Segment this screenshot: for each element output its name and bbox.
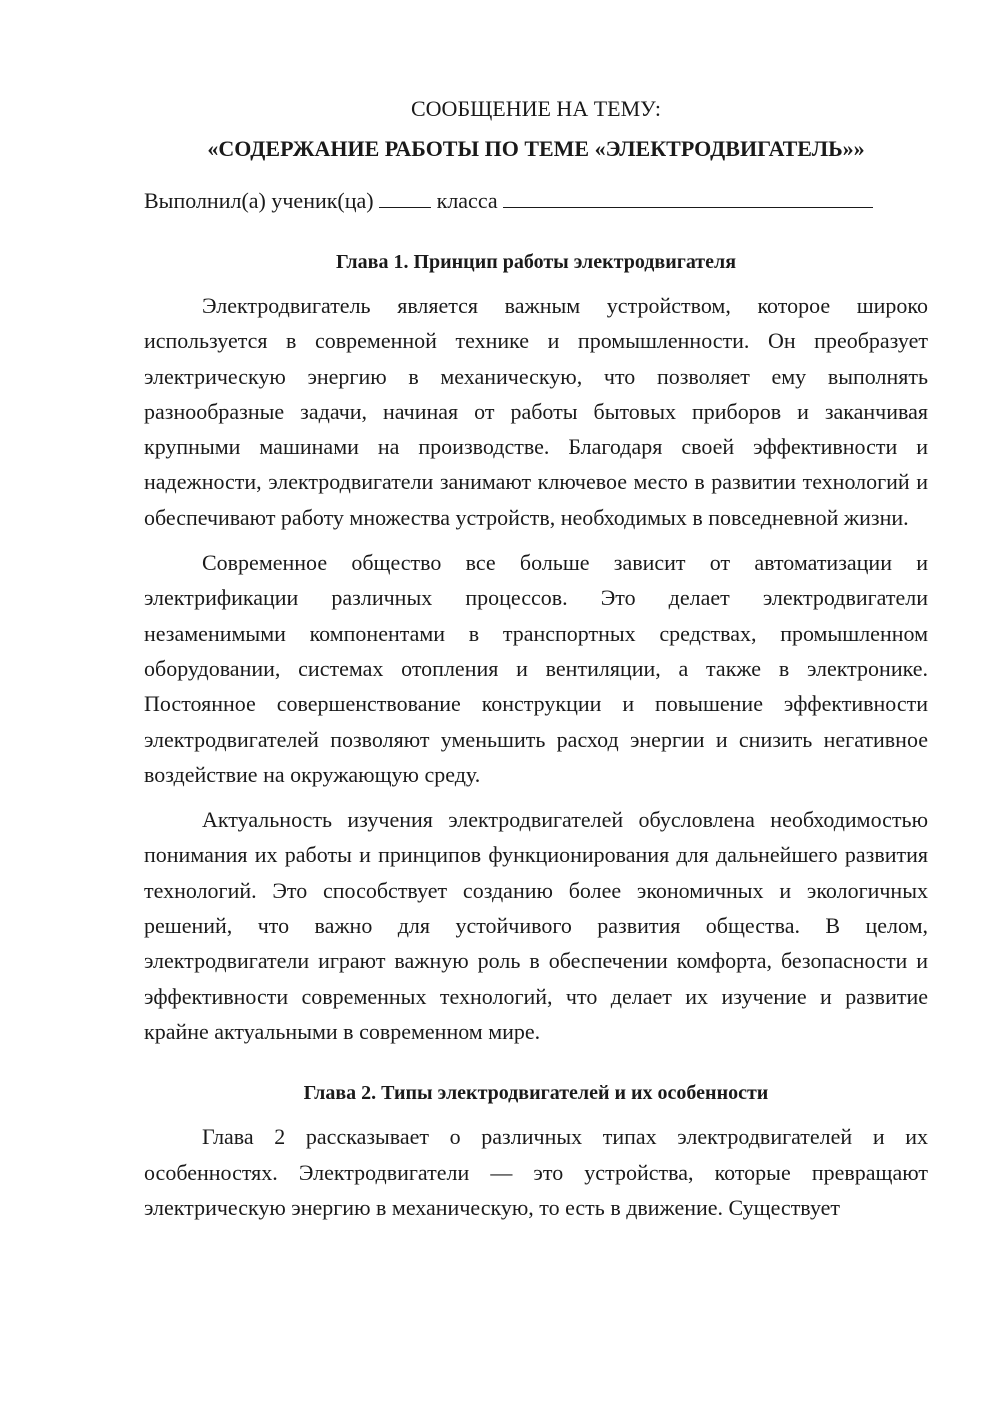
- author-line: [144, 184, 928, 218]
- class-label: класса: [436, 188, 498, 213]
- chapter-1-paragraph-2: Современное общество все больше зависит от автоматизации и электрификации различных процессов. Это делает электродвигатели незаменимыми компонентами в транспортных средствах, промышленном оборудовании, системах отопления и вентиляции, а также в электронике. Постоянное совершенствование конструкции и повышение эффективности электродвигателей позволяют уменьшить расход энергии и снизить негативное воздействие на окружающую среду.: [144, 550, 928, 787]
- chapter-2-paragraph-1: Глава 2 рассказывает о различных типах электродвигателей и их особенностях. Электродвигатели — это устройства, которые превращают электрическую энергию в механическую, то есть в движение. Существует: [144, 1124, 928, 1220]
- class-number-blank: [379, 206, 431, 208]
- document-title: «СОДЕРЖАНИЕ РАБОТЫ ПО ТЕМЕ «ЭЛЕКТРОДВИГАТЕЛЬ»»: [207, 136, 865, 161]
- topic-line: СООБЩЕНИЕ НА ТЕМУ:: [411, 96, 661, 121]
- performed-by-label: Выполнил(а) ученик(ца): [144, 188, 374, 213]
- chapter-2-heading: Глава 2. Типы электродвигателей и их особенности: [303, 1082, 769, 1105]
- chapter-1-paragraph-1: Электродвигатель является важным устройством, которое широко используется в современной технике и промышленности. Он преобразует электрическую энергию в механическую, что позволяет ему выполнять разнообразные задачи, начиная от работы бытовых приборов и заканчивая крупными машинами на производстве. Благодаря своей эффективности и надежности, электродвигатели занимают ключевое место в развитии технологий и обеспечивают работу множества устройств, необходимых в повседневной жизни.: [144, 293, 928, 530]
- chapter-1-paragraph-3: Актуальность изучения электродвигателей обусловлена необходимостью понимания их работы и принципов функционирования для дальнейшего развития технологий. Это способствует созданию более экономичных и экологичных решений, что важно для устойчивого развития общества. В целом, электродвигатели играют важную роль в обеспечении комфорта, безопасности и эффективности современных технологий, что делает их изучение и развитие крайне актуальными в современном мире.: [144, 807, 928, 1044]
- chapter-1-heading: Глава 1. Принцип работы электродвигателя: [335, 251, 737, 273]
- student-name-blank: [503, 206, 873, 208]
